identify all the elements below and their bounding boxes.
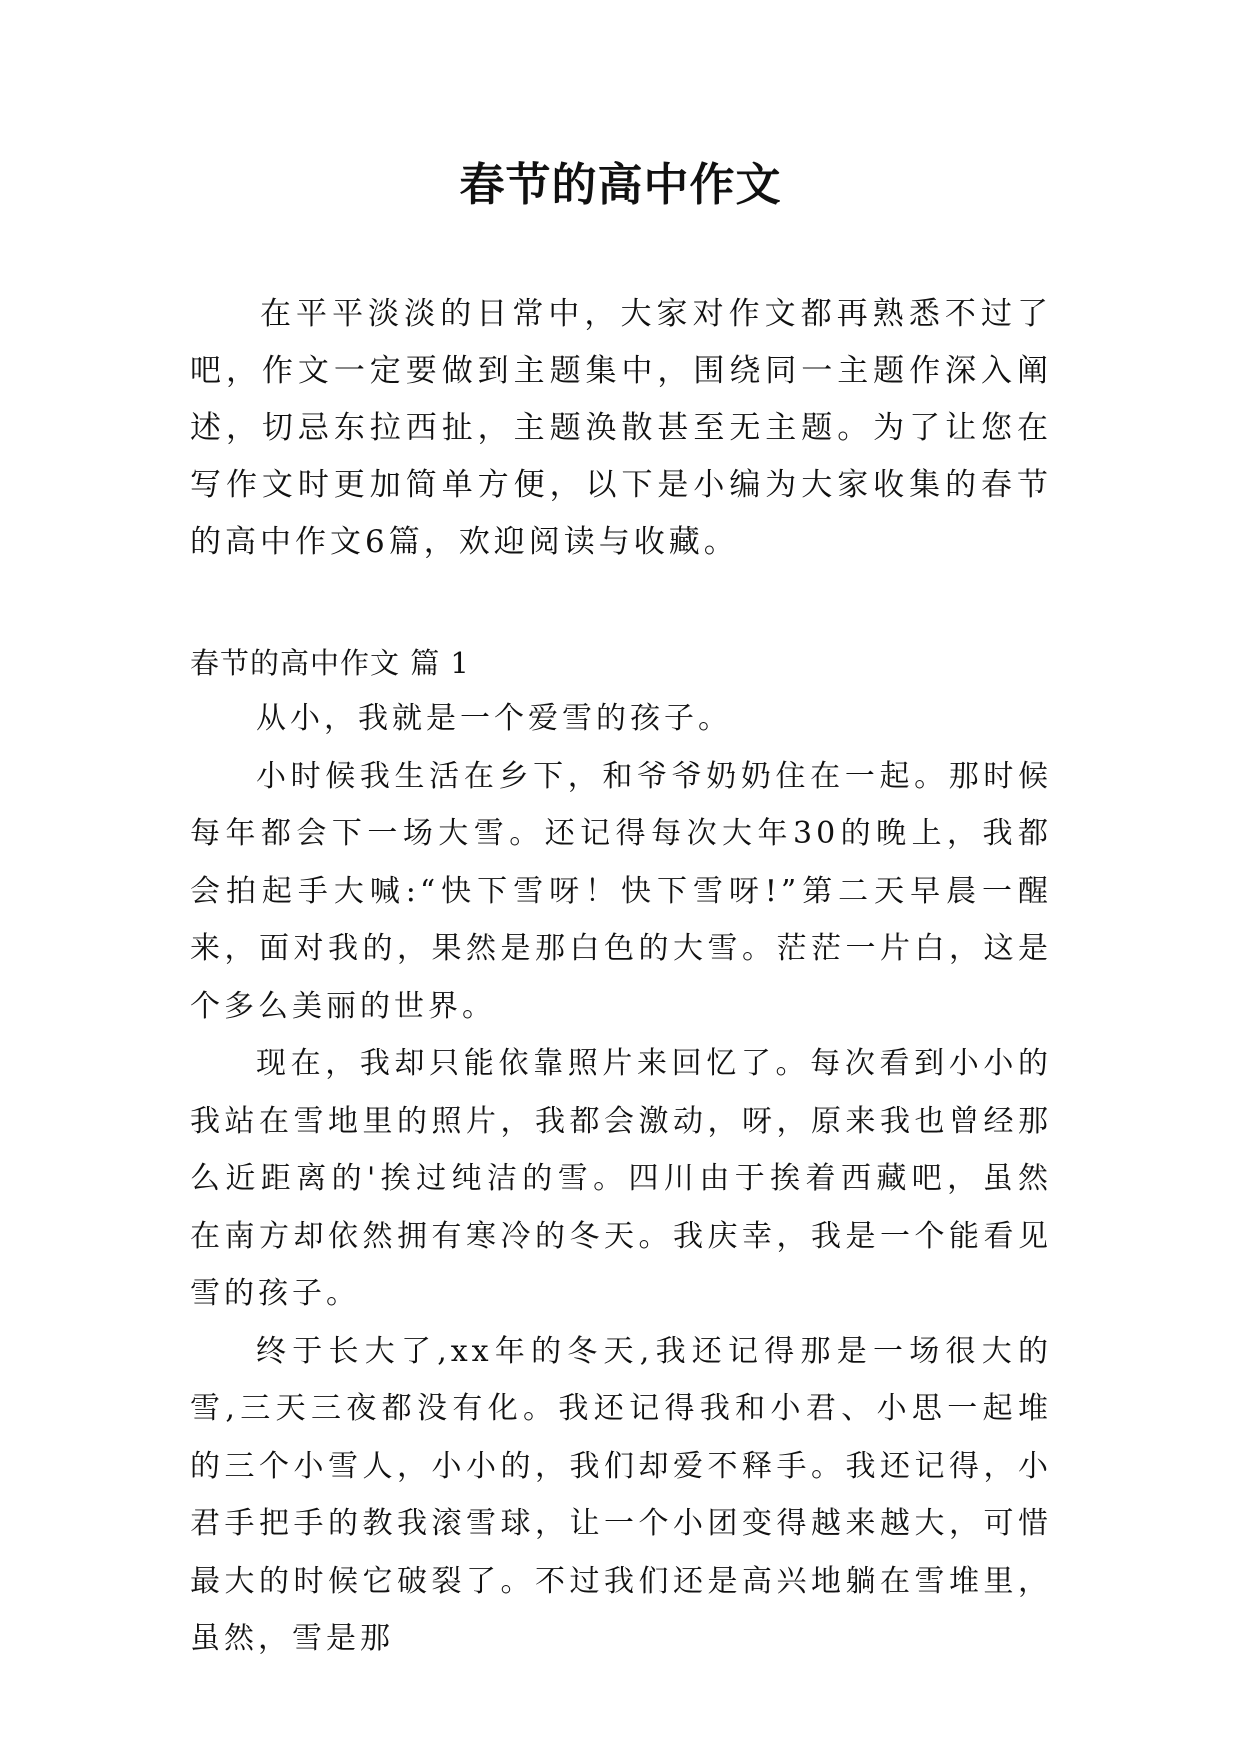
intro-paragraph: 在平平淡淡的日常中，大家对作文都再熟悉不过了吧，作文一定要做到主题集中，围绕同一主题作深入阐述，切忌东拉西扯，主题涣散甚至无主题。为了让您在写作文时更加简单方便，以下是小编为大家收集的春节的高中作文6篇，欢迎阅读与收藏。 <box>190 296 1052 560</box>
body-paragraph: 小时候我生活在乡下，和爷爷奶奶住在一起。那时候每年都会下一场大雪。还记得每次大年30的晚上，我都会拍起手大喊:“快下雪呀！快下雪呀!”第二天早晨一醒来，面对我的，果然是那白色的大雪。茫茫一片白，这是个多么美丽的世界。 <box>190 758 1052 1024</box>
document-title: 春节的高中作文 <box>459 158 782 211</box>
essay-body <box>190 690 1052 1668</box>
body-paragraph: 从小，我就是一个爱雪的孩子。 <box>256 701 732 736</box>
body-paragraph: 现在，我却只能依靠照片来回忆了。每次看到小小的我站在雪地里的照片，我都会激动，呀，原来我也曾经那么近距离的'挨过纯洁的雪。四川由于挨着西藏吧，虽然在南方却依然拥有寒冷的冬天。我庆幸，我是一个能看见雪的孩子。 <box>190 1046 1052 1311</box>
body-paragraph: 终于长大了,xx年的冬天,我还记得那是一场很大的雪,三天三夜都没有化。我还记得我和小君、小思一起堆的三个小雪人，小小的，我们却爱不释手。我还记得，小君手把手的教我滚雪球，让一个小团变得越来越大，可惜最大的时候它破裂了。不过我们还是高兴地躺在雪堆里，虽然，雪是那 <box>190 1333 1052 1656</box>
section-heading: 春节的高中作文 篇 1 <box>190 646 470 680</box>
